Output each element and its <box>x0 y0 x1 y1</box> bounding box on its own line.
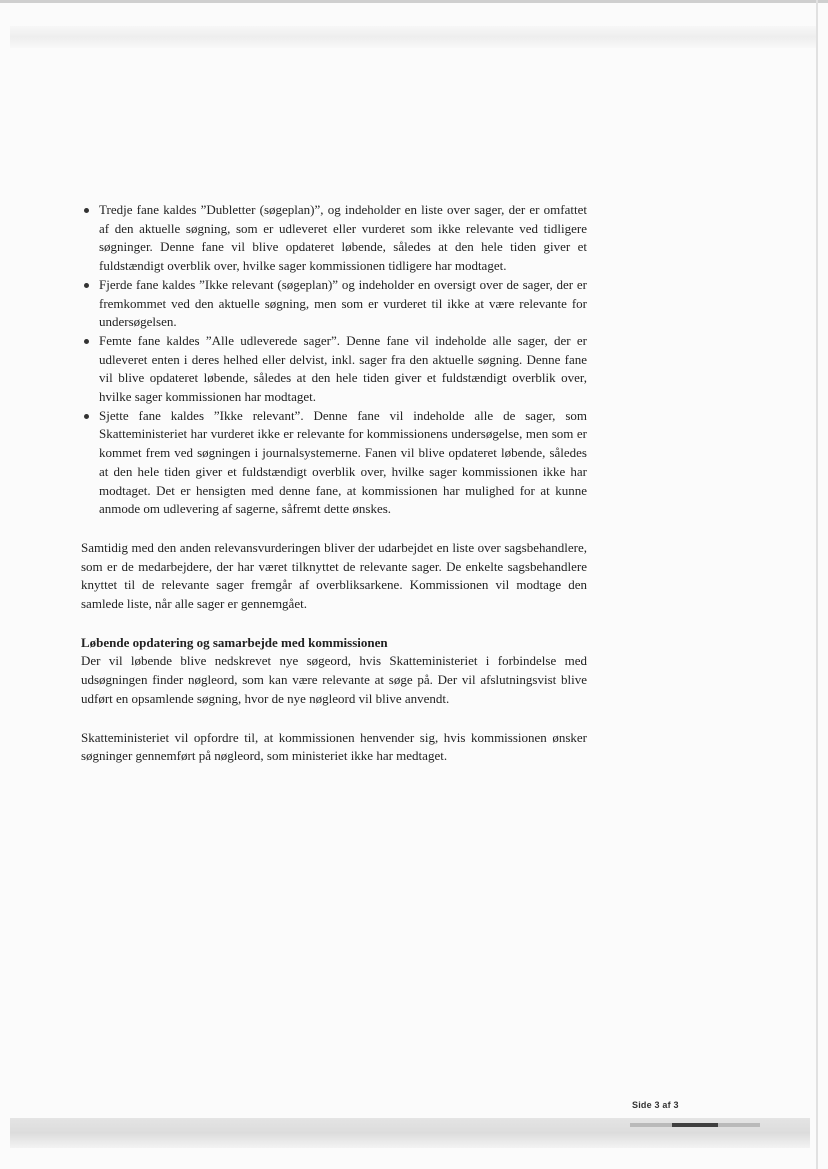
list-item-text: Sjette fane kaldes ”Ikke relevant”. Denne fane vil indeholde alle de sager, som Skatteministeriet har vurderet ikke er relevante for kommissionens undersøgelse, men som er kommet frem ved søgningen i journalsystemerne. Fanen vil blive opdateret løbende, således at den hele tiden giver et fuldstændigt overblik over, hvilke sager kommissionen ikke har modtaget. Det er hensigten med denne fane, at kommissionen har mulighed for at kunne anmode om udlevering af sagerne, såfremt dette ønskes. <box>99 407 587 517</box>
page-number: Side 3 af 3 <box>632 1100 679 1110</box>
paragraph-cooperation: Skatteministeriet vil opfordre til, at kommissionen henvender sig, hvis kommissionen ønsker søgninger gennemført på nøgleord, som ministeriet ikke har medtaget. <box>81 729 587 764</box>
scan-right-edge <box>816 0 818 1169</box>
list-item-text: Tredje fane kaldes ”Dubletter (søgeplan)”, og indeholder en liste over sager, der er omfattet af den aktuelle søgning, som er udleveret eller vurderet som ikke relevante ved tidligere søgninger. Denne fane vil blive opdateret løbende, således at den hele tiden giver et fuldstændigt overblik over, hvilke sager kommissionen tidligere har modtaget. <box>99 202 587 274</box>
list-item <box>81 407 587 519</box>
list-item <box>81 276 587 332</box>
list-item-text: Fjerde fane kaldes ”Ikke relevant (søgeplan)” og indeholder en oversigt over de sager, der er fremkommet ved den aktuelle søgning, men som er vurderet til ikke at være relevante for undersøgelsen. <box>99 276 587 330</box>
paragraph-search-terms: Der vil løbende blive nedskrevet nye søgeord, hvis Skatteministeriet i forbindelse med udsøgningen finder nøgleord, som kan være relevante at søge på. Der vil afslutningsvist blive udført en opsamlende søgning, hvor de nye nøgleord vil blive anvendt. <box>81 653 587 706</box>
bullet-icon <box>84 414 89 419</box>
scan-top-edge <box>0 0 828 3</box>
list-item <box>81 332 587 407</box>
list-item <box>81 201 587 276</box>
paragraph-case-handlers: Samtidig med den anden relevansvurderingen bliver der udarbejdet en liste over sagsbehandlere, som er de medarbejdere, der har været tilknyttet de relevante sager. De enkelte sagsbehandlere knyttet til de relevante sager fremgår af overbliksarkene. Kommissionen vil modtage den samlede liste, når alle sager er gennemgået. <box>81 539 587 612</box>
document-body <box>81 201 587 766</box>
section-heading: Løbende opdatering og samarbejde med kommissionen <box>81 634 388 650</box>
bullet-icon <box>84 283 89 288</box>
page-footer <box>632 1100 742 1110</box>
bullet-icon <box>84 208 89 213</box>
scan-artifact-top <box>10 26 816 48</box>
bullet-icon <box>84 339 89 344</box>
footer-rule-accent <box>672 1123 718 1127</box>
list-item-text: Femte fane kaldes ”Alle udleverede sager”. Denne fane vil indeholde alle sager, der er udleveret enten i deres helhed eller delvist, inkl. sager fra den aktuelle søgning. Denne fane vil blive opdateret løbende, således at den hele tiden giver et fuldstændigt overblik over, hvilke sager kommissionen har modtaget. <box>99 332 587 405</box>
bullet-list <box>81 201 587 519</box>
